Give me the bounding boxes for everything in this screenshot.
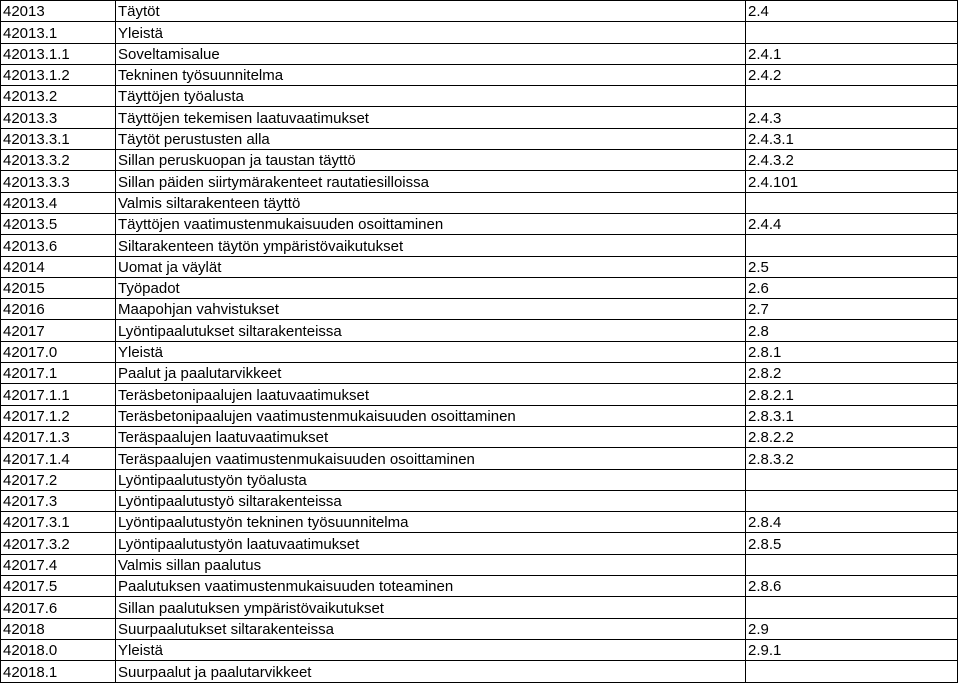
title-cell: Täyttöjen työalusta: [116, 86, 746, 107]
code-cell: 42013: [1, 1, 116, 22]
code-cell: 42017.1.4: [1, 448, 116, 469]
title-cell: Soveltamisalue: [116, 43, 746, 64]
reference-cell: [746, 22, 958, 43]
reference-cell: 2.5: [746, 256, 958, 277]
reference-cell: [746, 554, 958, 575]
title-cell: Sillan peruskuopan ja taustan täyttö: [116, 150, 746, 171]
table-row: [1, 490, 958, 511]
code-cell: 42017.3.1: [1, 512, 116, 533]
table-row: [1, 448, 958, 469]
reference-cell: 2.8.4: [746, 512, 958, 533]
title-cell: Täyttöjen vaatimustenmukaisuuden osoittaminen: [116, 213, 746, 234]
code-cell: 42017.6: [1, 597, 116, 618]
table-row: [1, 554, 958, 575]
code-cell: 42017.1.3: [1, 426, 116, 447]
table-row: [1, 192, 958, 213]
code-cell: 42013.3.1: [1, 128, 116, 149]
table-row: [1, 405, 958, 426]
code-cell: 42015: [1, 277, 116, 298]
table-row: [1, 107, 958, 128]
title-cell: Tekninen työsuunnitelma: [116, 64, 746, 85]
title-cell: Sillan paalutuksen ympäristövaikutukset: [116, 597, 746, 618]
reference-cell: 2.8.1: [746, 341, 958, 362]
code-cell: 42017: [1, 320, 116, 341]
title-cell: Valmis siltarakenteen täyttö: [116, 192, 746, 213]
code-cell: 42014: [1, 256, 116, 277]
table-row: [1, 256, 958, 277]
reference-cell: 2.4.3.1: [746, 128, 958, 149]
code-cell: 42017.3: [1, 490, 116, 511]
title-cell: Täyttöjen tekemisen laatuvaatimukset: [116, 107, 746, 128]
title-cell: Lyöntipaalutustyön työalusta: [116, 469, 746, 490]
code-cell: 42017.0: [1, 341, 116, 362]
reference-cell: 2.8.3.2: [746, 448, 958, 469]
code-cell: 42018.1: [1, 661, 116, 682]
code-cell: 42017.1: [1, 363, 116, 384]
table-row: [1, 171, 958, 192]
reference-cell: [746, 192, 958, 213]
reference-cell: 2.8.2.1: [746, 384, 958, 405]
code-cell: 42017.2: [1, 469, 116, 490]
table-row: [1, 86, 958, 107]
reference-cell: [746, 597, 958, 618]
reference-cell: 2.8.3.1: [746, 405, 958, 426]
table-row: [1, 299, 958, 320]
table-row: [1, 341, 958, 362]
reference-cell: 2.4.2: [746, 64, 958, 85]
title-cell: Suurpaalutukset siltarakenteissa: [116, 618, 746, 639]
title-cell: Teräspaalujen vaatimustenmukaisuuden osoittaminen: [116, 448, 746, 469]
table-row: [1, 469, 958, 490]
table-row: [1, 213, 958, 234]
code-cell: 42018: [1, 618, 116, 639]
title-cell: Teräspaalujen laatuvaatimukset: [116, 426, 746, 447]
code-cell: 42013.4: [1, 192, 116, 213]
table-row: [1, 64, 958, 85]
code-cell: 42013.5: [1, 213, 116, 234]
code-cell: 42017.3.2: [1, 533, 116, 554]
reference-cell: 2.4: [746, 1, 958, 22]
table-row: [1, 639, 958, 660]
table-row: [1, 277, 958, 298]
table-row: [1, 426, 958, 447]
title-cell: Uomat ja väylät: [116, 256, 746, 277]
code-cell: 42013.2: [1, 86, 116, 107]
title-cell: Siltarakenteen täytön ympäristövaikutukset: [116, 235, 746, 256]
code-cell: 42013.1: [1, 22, 116, 43]
title-cell: Täytöt perustusten alla: [116, 128, 746, 149]
reference-cell: 2.8.2.2: [746, 426, 958, 447]
reference-cell: 2.4.3.2: [746, 150, 958, 171]
code-cell: 42017.5: [1, 576, 116, 597]
table-row: [1, 384, 958, 405]
code-cell: 42017.1.1: [1, 384, 116, 405]
title-cell: Suurpaalut ja paalutarvikkeet: [116, 661, 746, 682]
code-cell: 42013.1.1: [1, 43, 116, 64]
code-cell: 42013.6: [1, 235, 116, 256]
reference-cell: 2.9.1: [746, 639, 958, 660]
code-cell: 42017.1.2: [1, 405, 116, 426]
table-row: [1, 320, 958, 341]
title-cell: Teräsbetonipaalujen laatuvaatimukset: [116, 384, 746, 405]
reference-cell: [746, 86, 958, 107]
code-cell: 42018.0: [1, 639, 116, 660]
reference-cell: 2.4.4: [746, 213, 958, 234]
table-body: [1, 1, 958, 683]
reference-cell: [746, 490, 958, 511]
code-cell: 42013.3.3: [1, 171, 116, 192]
title-cell: Maapohjan vahvistukset: [116, 299, 746, 320]
title-cell: Työpadot: [116, 277, 746, 298]
reference-cell: 2.9: [746, 618, 958, 639]
table-row: [1, 363, 958, 384]
reference-cell: 2.8: [746, 320, 958, 341]
table-row: [1, 533, 958, 554]
title-cell: Täytöt: [116, 1, 746, 22]
table-row: [1, 1, 958, 22]
reference-cell: 2.4.1: [746, 43, 958, 64]
reference-cell: 2.4.101: [746, 171, 958, 192]
title-cell: Paalutuksen vaatimustenmukaisuuden toteaminen: [116, 576, 746, 597]
reference-cell: 2.8.2: [746, 363, 958, 384]
table-row: [1, 512, 958, 533]
title-cell: Lyöntipaalutustyön laatuvaatimukset: [116, 533, 746, 554]
code-cell: 42017.4: [1, 554, 116, 575]
table-row: [1, 43, 958, 64]
code-cell: 42013.3.2: [1, 150, 116, 171]
reference-cell: 2.7: [746, 299, 958, 320]
table-row: [1, 150, 958, 171]
table-row: [1, 661, 958, 682]
title-cell: Paalut ja paalutarvikkeet: [116, 363, 746, 384]
code-cell: 42013.1.2: [1, 64, 116, 85]
title-cell: Lyöntipaalutustyön tekninen työsuunnitelma: [116, 512, 746, 533]
reference-cell: [746, 235, 958, 256]
reference-cell: [746, 469, 958, 490]
reference-cell: 2.8.5: [746, 533, 958, 554]
table-row: [1, 576, 958, 597]
table-row: [1, 128, 958, 149]
title-cell: Yleistä: [116, 341, 746, 362]
title-cell: Lyöntipaalutukset siltarakenteissa: [116, 320, 746, 341]
title-cell: Teräsbetonipaalujen vaatimustenmukaisuuden osoittaminen: [116, 405, 746, 426]
code-cell: 42013.3: [1, 107, 116, 128]
table-row: [1, 597, 958, 618]
title-cell: Lyöntipaalutustyö siltarakenteissa: [116, 490, 746, 511]
reference-cell: 2.4.3: [746, 107, 958, 128]
reference-cell: [746, 661, 958, 682]
title-cell: Yleistä: [116, 639, 746, 660]
table-row: [1, 235, 958, 256]
table-row: [1, 22, 958, 43]
reference-cell: 2.8.6: [746, 576, 958, 597]
title-cell: Yleistä: [116, 22, 746, 43]
title-cell: Sillan päiden siirtymärakenteet rautatiesilloissa: [116, 171, 746, 192]
code-cell: 42016: [1, 299, 116, 320]
reference-cell: 2.6: [746, 277, 958, 298]
title-cell: Valmis sillan paalutus: [116, 554, 746, 575]
table-row: [1, 618, 958, 639]
